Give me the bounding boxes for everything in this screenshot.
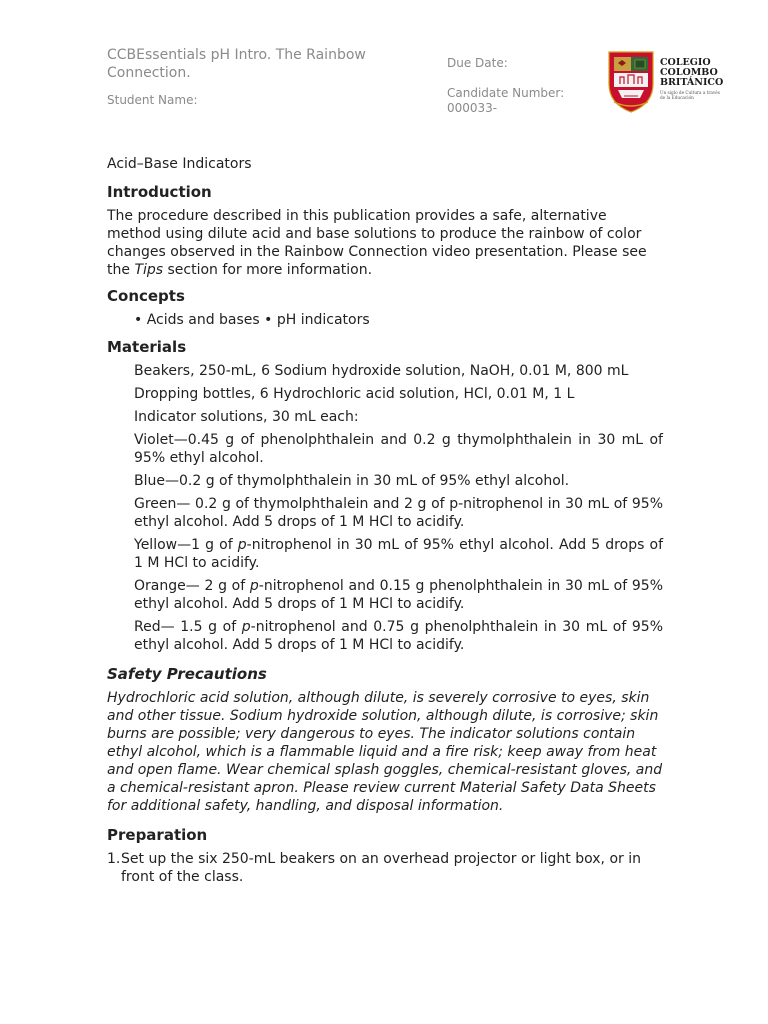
document-title: Acid–Base Indicators — [107, 156, 252, 172]
preparation-heading: Preparation — [107, 826, 208, 844]
materials-heading: Materials — [107, 338, 187, 356]
preparation-steps — [107, 850, 663, 886]
document-header-title: CCBEssentials pH Intro. The Rainbow Connection. — [107, 47, 366, 81]
safety-text: Hydrochloric acid solution, although dilute, is severely corrosive to eyes, skin and other tissue. Sodium hydroxide solution, although dilute, is corrosive; skin burns are possible; very dangerous to eyes. The indicator solutions contain ethyl alcohol, which is a flammable liquid and a fire risk; keep away from heat and open flame. Wear chemical splash goggles, chemical-resistant gloves, and a chemical-resistant apron. Please review current Material Safety Data Sheets for additional safety, handling, and disposal information. — [107, 690, 663, 814]
material-item-green: Green— 0.2 g of thymolphthalein and 2 g of p-nitrophenol in 30 mL of 95% ethyl alcohol. Add 5 drops of 1 M HCl to acidify. — [134, 496, 663, 530]
material-item: Violet—0.45 g of phenolphthalein and 0.2 g thymolphthalein in 30 mL of 95% ethyl alcohol. — [134, 432, 663, 466]
safety-heading: Safety Precautions — [107, 665, 267, 683]
logo-tagline: Un siglo de Cultura a través de la Educación — [660, 90, 720, 100]
material-item-orange: Orange— 2 g of p-nitrophenol and 0.15 g phenolphthalein in 30 mL of 95% ethyl alcohol. Add 5 drops of 1 M HCl to acidify. — [134, 578, 663, 612]
introduction-heading: Introduction — [107, 183, 212, 201]
student-name-label: Student Name: — [107, 93, 198, 107]
crest-icon — [606, 50, 656, 114]
material-item-red: Red— 1.5 g of p-nitrophenol and 0.75 g phenolphthalein in 30 mL of 95% ethyl alcohol. Add 5 drops of 1 M HCl to acidify. — [134, 619, 664, 653]
candidate-number — [447, 86, 587, 116]
candidate-number-value: 000033- — [447, 101, 498, 115]
due-date-label: Due Date: — [447, 56, 508, 70]
logo-wordmark: COLEGIO COLOMBO BRITÁNICO — [660, 57, 724, 88]
concepts-list: • Acids and bases • pH indicators — [134, 312, 370, 328]
material-item: Beakers, 250-mL, 6 Sodium hydroxide solution, NaOH, 0.01 M, 800 mL — [134, 363, 629, 379]
candidate-number-label: Candidate Number: — [447, 86, 565, 100]
concepts-heading: Concepts — [107, 287, 185, 305]
document-body — [107, 155, 663, 886]
school-logo — [606, 50, 726, 114]
introduction-text: The procedure described in this publication provides a safe, alternative method using dilute acid and base solutions to produce the rainbow of color changes observed in the Rainbow Connection video presentation. Please see the Tips section for more information. — [107, 208, 647, 278]
list-item: 1. Set up the six 250-mL beakers on an overhead projector or light box, or in front of the class. — [107, 851, 641, 885]
material-item: Blue—0.2 g of thymolphthalein in 30 mL of 95% ethyl alcohol. — [134, 473, 570, 489]
material-item: Dropping bottles, 6 Hydrochloric acid solution, HCl, 0.01 M, 1 L — [134, 386, 575, 402]
material-item-yellow: Yellow—1 g of p-nitrophenol in 30 mL of 95% ethyl alcohol. Add 5 drops of 1 M HCl to acidify. — [134, 537, 663, 571]
material-item: Indicator solutions, 30 mL each: — [134, 409, 359, 425]
